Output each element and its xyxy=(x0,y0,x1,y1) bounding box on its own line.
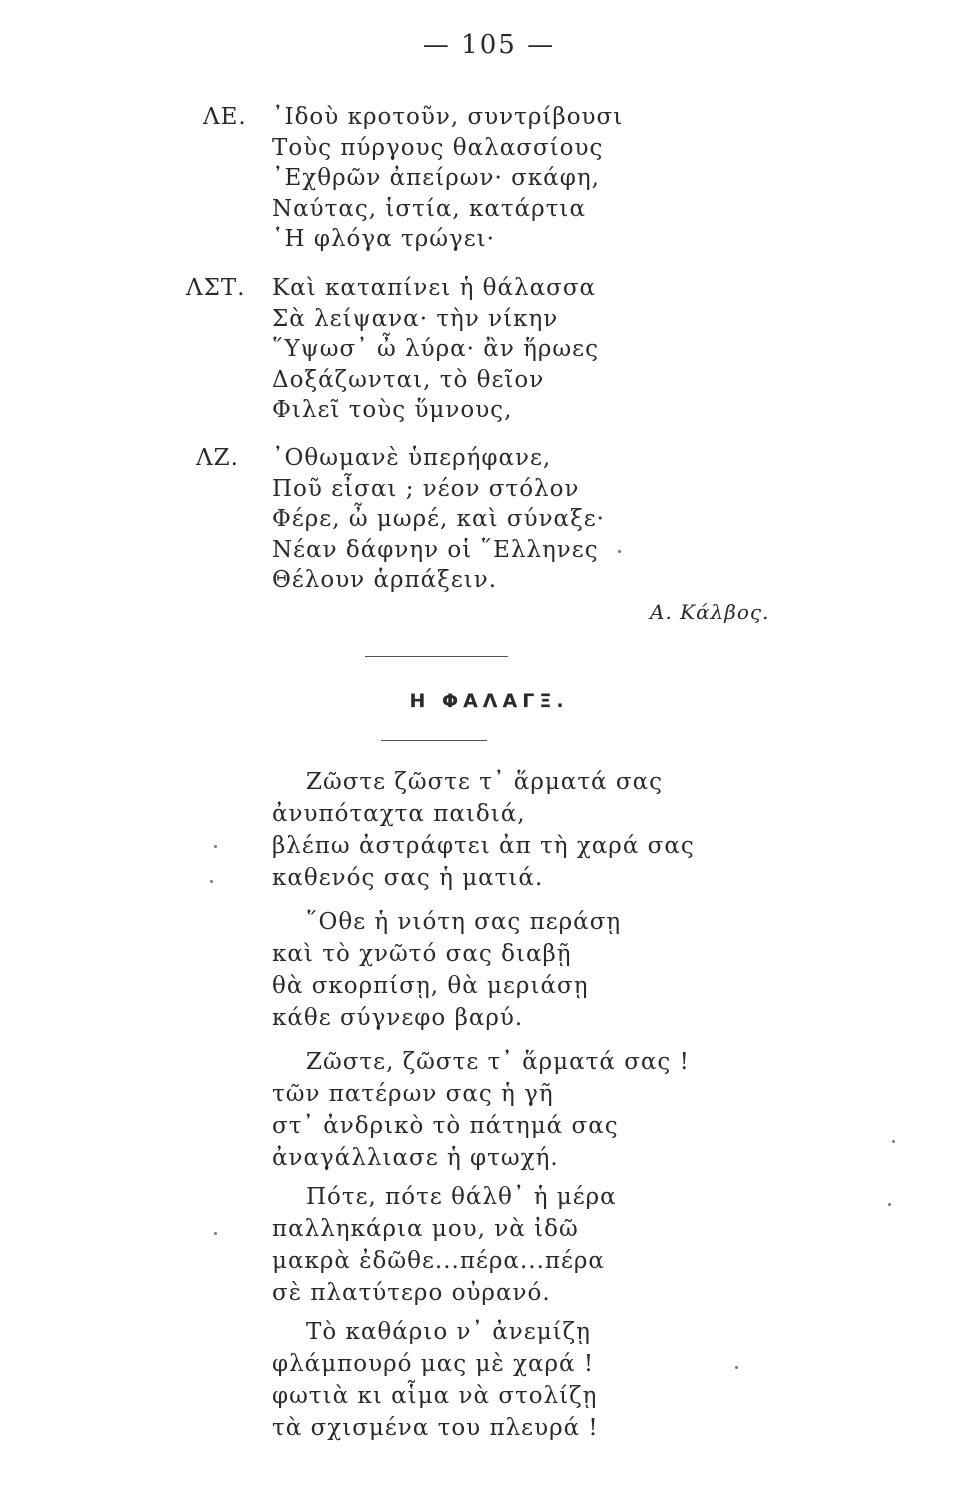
stanza xyxy=(272,443,605,596)
poem-stanza xyxy=(272,906,621,1034)
verse-line: στ᾿ ἀνδρικὸ τὸ πάτημά σας xyxy=(272,1113,619,1139)
stanza-number: ΛΕ. xyxy=(203,104,247,130)
poem-stanza xyxy=(272,1316,599,1444)
verse-line: βλέπω ἀστράφτει ἀπ τὴ χαρά σας xyxy=(272,833,695,859)
verse-line: Φιλεῖ τοὺς ὕμνους, xyxy=(272,397,513,423)
poem-stanza xyxy=(272,766,695,894)
scan-speck xyxy=(214,845,217,848)
verse-line: Νέαν δάφνην οἱ ῞Ελληνες xyxy=(272,536,599,563)
scan-speck xyxy=(618,550,621,553)
verse-line: ᾿Ιδοὺ κροτοῦν, συντρίβουσι xyxy=(272,104,624,130)
poem-stanza xyxy=(272,1046,690,1174)
verse-line: Τὸ καθάριο ν᾿ ἀνεμίζῃ xyxy=(306,1319,591,1345)
verse-line: τὰ σχισμένα του πλευρά ! xyxy=(272,1415,599,1441)
verse-line: σὲ πλατύτερο οὐρανό. xyxy=(272,1280,551,1306)
verse-line: φωτιὰ κι αἷμα νὰ στολίζῃ xyxy=(272,1383,598,1409)
scan-speck xyxy=(214,1232,217,1235)
verse-line: θὰ σκορπίσῃ, θὰ μεριάσῃ xyxy=(272,973,589,999)
verse-line: Πότε, πότε θάλθ᾿ ἡ μέρα xyxy=(306,1184,617,1210)
stanza-number: ΛΖ. xyxy=(196,445,239,471)
verse-line: Ζῶστε, ζῶστε τ᾿ ἅρματά σας ! xyxy=(306,1049,690,1075)
stanza xyxy=(272,102,623,255)
verse-line: φλάμπουρό μας μὲ χαρά ! xyxy=(272,1351,595,1377)
verse-line: Δοξάζωνται, τὸ θεῖον xyxy=(272,366,545,393)
verse-line: παλληκάρια μου, νὰ ἰδῶ xyxy=(272,1216,579,1242)
verse-line: ᾿Εχθρῶν ἀπείρων· σκάφη, xyxy=(272,165,600,191)
verse-line: τῶν πατέρων σας ἡ γῆ xyxy=(272,1081,554,1107)
verse-line: ῞Υψωσ᾿ ὦ λύρα· ἂν ἥρωες xyxy=(272,336,599,362)
stanza xyxy=(272,273,599,426)
verse-line: ῾Η φλόγα τρώγει· xyxy=(272,226,495,252)
poem-title: Η ΦΑΛΑΓΞ. xyxy=(409,690,569,712)
verse-line: Ζῶστε ζῶστε τ᾿ ἅρματά σας xyxy=(306,769,664,795)
separator-rule xyxy=(365,656,508,657)
verse-line: Τοὺς πύργους θαλασσίους xyxy=(272,134,604,161)
stanza-number: ΛΣΤ. xyxy=(186,275,246,301)
scan-speck xyxy=(210,880,213,883)
verse-line: Θέλουν ἁρπάξειν. xyxy=(272,567,498,593)
verse-line: μακρὰ ἐδῶθε...πέρα...πέρα xyxy=(272,1248,605,1274)
verse-line: ῞Οθε ἡ νιότη σας περάσῃ xyxy=(306,909,622,935)
verse-line: ἀνυπόταχτα παιδιά, xyxy=(272,801,526,827)
verse-line: καθενός σας ἡ ματιά. xyxy=(272,865,544,891)
verse-line: Φέρε, ὦ μωρέ, καὶ σύναξε· xyxy=(272,506,605,532)
scan-speck xyxy=(888,1203,891,1206)
verse-line: Καὶ καταπίνει ἡ θάλασσα xyxy=(272,275,597,301)
verse-line: Ναύτας, ἱστία, κατάρτια xyxy=(272,195,586,222)
verse-line: ἀναγάλλιασε ἡ φτωχή. xyxy=(272,1145,559,1171)
scan-speck xyxy=(735,1366,738,1369)
verse-line: κάθε σύγνεφο βαρύ. xyxy=(272,1005,524,1031)
verse-line: Σὰ λείψανα· τὴν νίκην xyxy=(272,305,559,332)
verse-line: καὶ τὸ χνῶτό σας διαβῇ xyxy=(272,941,572,967)
page-number: — 105 — xyxy=(422,30,556,60)
verse-line: ᾿Οθωμανὲ ὑπερήφανε, xyxy=(272,445,552,471)
title-underline xyxy=(381,740,487,741)
scan-speck xyxy=(892,1140,895,1143)
verse-line: Ποῦ εἶσαι ; νέον στόλον xyxy=(272,475,580,502)
poem-stanza xyxy=(272,1181,617,1309)
author-signature: Α. Κάλβος. xyxy=(650,600,770,624)
